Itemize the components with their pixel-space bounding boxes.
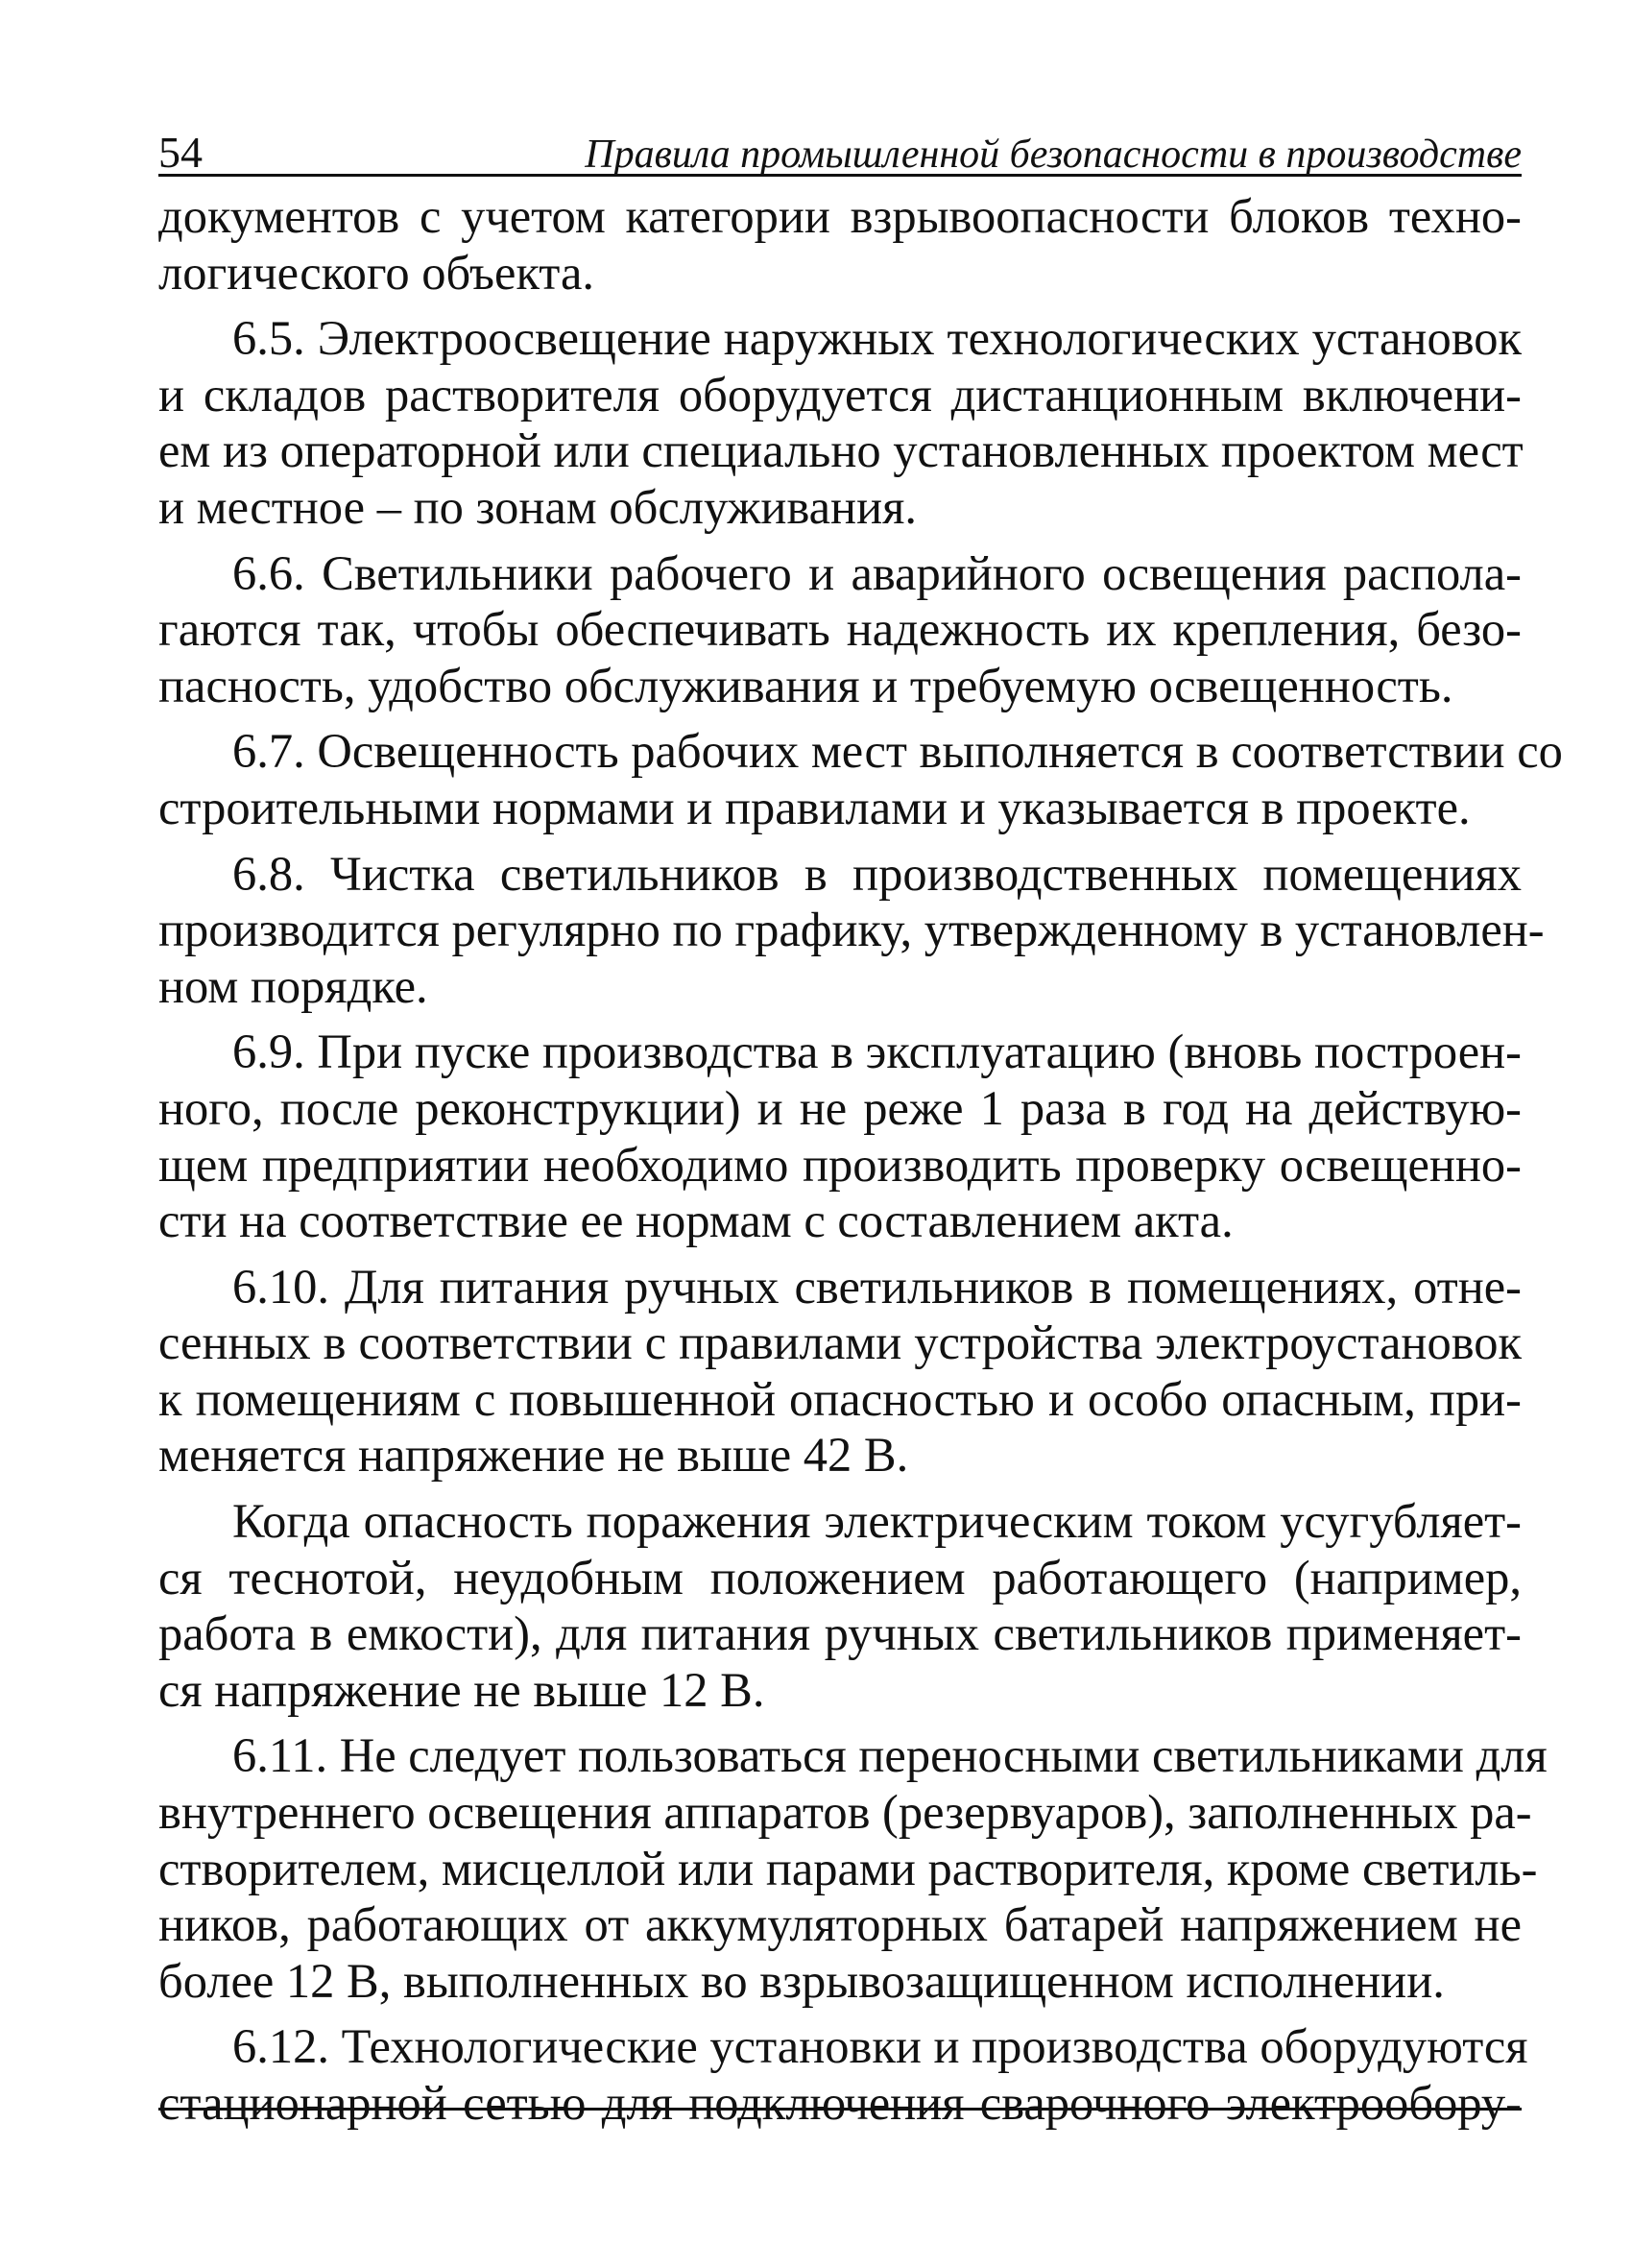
text-line: 6.11. Не следует пользоваться переносными светильниками для xyxy=(232,1728,1548,1783)
text-line: производится регулярно по графику, утвержденному в установлен- xyxy=(158,903,1545,957)
text-line: ников, работающих от аккумуляторных батарей напряжением не xyxy=(158,1897,1522,1952)
text-line: ся напряжение не выше 12 В. xyxy=(158,1662,765,1717)
text-line: сенных в соответствии с правилами устройства электроустановок xyxy=(158,1315,1522,1370)
text-line: 6.6. Светильники рабочего и аварийного освещения распола- xyxy=(232,545,1522,600)
paragraph xyxy=(158,1727,1548,2009)
running-title: Правила промышленной безопасности в производстве xyxy=(585,133,1522,177)
paragraph xyxy=(158,310,1522,535)
paragraph xyxy=(158,1024,1522,1248)
running-header xyxy=(158,123,1522,181)
page-number: 54 xyxy=(158,128,203,177)
paragraph xyxy=(158,1259,1522,1484)
text-line: документов с учетом категории взрывоопасности блоков техно- xyxy=(158,189,1522,243)
text-line: ном порядке. xyxy=(158,958,428,1013)
paragraph xyxy=(158,723,1563,835)
text-line: ного, после реконструкции) и не реже 1 раза в год на действую- xyxy=(158,1080,1522,1135)
text-line: ся теснотой, неудобным положением работающего (например, xyxy=(158,1550,1522,1604)
text-line: гаются так, чтобы обеспечивать надежность их крепления, безо- xyxy=(158,602,1522,657)
text-line: 6.7. Освещенность рабочих мест выполняется в соответствии со xyxy=(232,724,1563,779)
text-line: щем предприятии необходимо производить проверку освещенно- xyxy=(158,1137,1522,1192)
text-line: к помещениям с повышенной опасностью и особо опасным, при- xyxy=(158,1371,1522,1426)
text-line: ем из операторной или специально установленных проектом мест xyxy=(158,423,1524,478)
text-line: внутреннего освещения аппаратов (резервуаров), заполненных ра- xyxy=(158,1785,1532,1840)
paragraph xyxy=(158,846,1545,1015)
text-line: 6.12. Технологические установки и производства оборудуются xyxy=(232,2019,1528,2074)
text-line: сти на соответствие ее нормам с составлением акта. xyxy=(158,1194,1234,1248)
text-line: 6.10. Для питания ручных светильников в помещениях, отне- xyxy=(232,1259,1522,1314)
paragraph xyxy=(158,545,1522,714)
text-line: пасность, удобство обслуживания и требуемую освещенность. xyxy=(158,658,1453,712)
header-rule xyxy=(158,174,1522,177)
text-line: строительными нормами и правилами и указывается в проекте. xyxy=(158,780,1471,834)
text-line: логического объекта. xyxy=(158,245,595,300)
text-line: работа в емкости), для питания ручных светильников применяет- xyxy=(158,1606,1522,1661)
paragraph xyxy=(158,2018,1528,2131)
text-line: и местное – по зонам обслуживания. xyxy=(158,479,917,534)
text-line: меняется напряжение не выше 42 В. xyxy=(158,1428,909,1483)
text-line: Когда опасность поражения электрическим током усугубляет- xyxy=(232,1494,1522,1549)
text-line: стационарной сетью для подключения сварочного электрообору- xyxy=(158,2076,1522,2130)
text-line: 6.9. При пуске производства в эксплуатацию (вновь построен- xyxy=(232,1025,1522,1079)
text-line: 6.8. Чистка светильников в производственных помещениях xyxy=(232,846,1522,901)
text-line: более 12 В, выполненных во взрывозащищенном исполнении. xyxy=(158,1953,1445,2008)
text-line: 6.5. Электроосвещение наружных технологических установок xyxy=(232,311,1522,366)
paragraph xyxy=(158,1493,1522,1718)
text-line: и складов растворителя оборудуется дистанционным включени- xyxy=(158,367,1522,422)
body-text xyxy=(158,188,1563,2141)
text-line: створителем, мисцеллой или парами растворителя, кроме светиль- xyxy=(158,1841,1538,1895)
paragraph xyxy=(158,188,1522,301)
footer-rule xyxy=(158,2108,1522,2111)
